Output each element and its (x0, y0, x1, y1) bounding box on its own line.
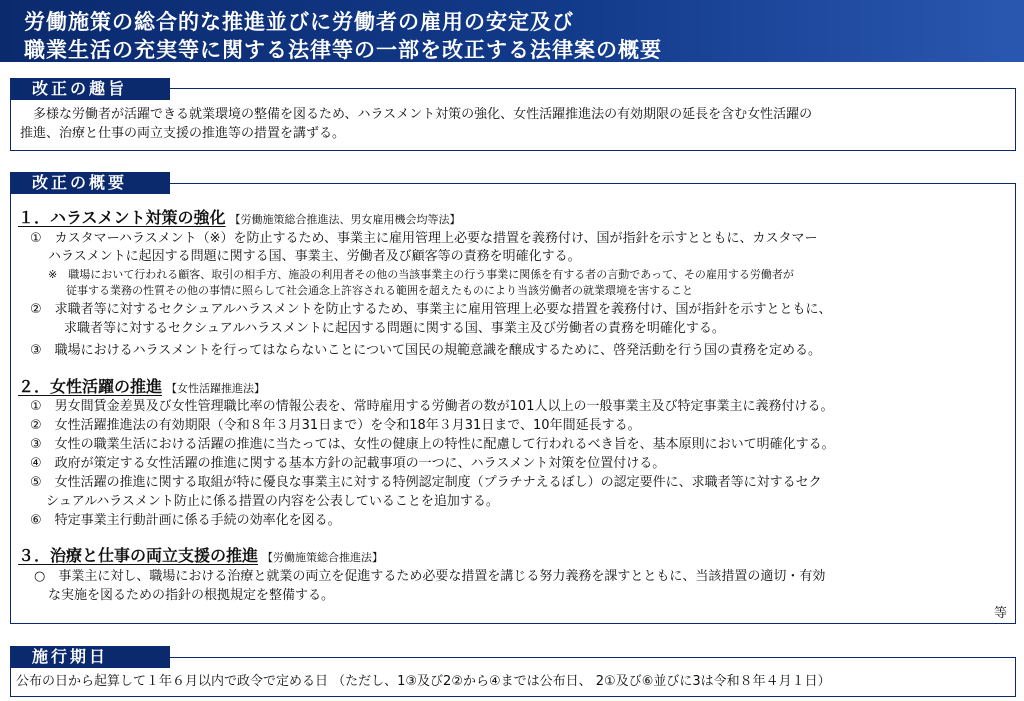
s2-item5-line1: ⑤ 女性活躍の推進に関する取組が特に優良な事業主に対する特例認定制度（プラチナえるぼし）の認定要件に、求職者等に対するセク (30, 475, 822, 490)
s2-item3: ③ 女性の職業生活における活躍の推進に当たっては、女性の健康上の特性に配慮して行われるべき旨を、基本原則において明確化する。 (30, 437, 835, 452)
effective-text: 公布の日から起算して１年６月以内で政令で定める日 （ただし、1③及び2②から④までは公布日、 2①及び⑥並びに3は令和８年４月１日） (16, 674, 831, 689)
section1-title-text: １．ハラスメント対策の強化 (18, 208, 226, 227)
s1-note-line2: 従事する業務の性質その他の事情に照らして社会通念上許容される範囲を超えたものにより当該労働者の就業環境を害すること (66, 284, 693, 297)
section3-title-text: ３．治療と仕事の両立支援の推進 (18, 546, 259, 565)
s3-item1-line1: ○ 事業主に対し、職場における治療と就業の両立を促進するため必要な措置を講じる努力義務を課すとともに、当該措置の適切・有効 (34, 569, 826, 584)
s3-item1-line2: な実施を図るための指針の根拠規定を整備する。 (48, 588, 335, 603)
section1-title (18, 205, 461, 228)
s2-item1: ① 男女間賃金差異及び女性管理職比率の情報公表を、常時雇用する労働者の数が101人以上の一般事業主及び特定事業主に義務付ける。 (30, 399, 834, 414)
s1-item1-line2: ハラスメントに起因する問題に関する国、事業主、労働者及び顧客等の責務を明確化する。 (48, 249, 581, 264)
s1-item3: ③ 職場におけるハラスメントを行ってはならないことについて国民の規範意識を醸成するために、啓発活動を行う国の責務を定める。 (30, 343, 822, 358)
title-banner (0, 0, 1024, 62)
section2-title (18, 374, 265, 397)
s2-item2: ② 女性活躍推進法の有効期限（令和８年３月31日まで）を令和18年３月31日まで、10年間延長する。 (30, 418, 641, 433)
overview-etc: 等 (994, 606, 1008, 621)
s1-item1-line1: ① カスタマーハラスメント（※）を防止するため、事業主に雇用管理上必要な措置を義務付け、国が指針を示すとともに、カスタマー (30, 231, 818, 246)
effective-heading: 施行期日 (10, 646, 170, 668)
s2-item6: ⑥ 特定事業主行動計画に係る手続の効率化を図る。 (30, 513, 341, 528)
page-title-line1: 労働施策の総合的な推進並びに労働者の雇用の安定及び (24, 10, 574, 34)
page-title-line2: 職業生活の充実等に関する法律等の一部を改正する法律案の概要 (24, 38, 662, 62)
s2-item5-line2: シュアルハラスメント防止に係る措置の内容を公表していることを追加する。 (46, 494, 499, 509)
s2-item4: ④ 政府が策定する女性活躍の推進に関する基本方針の記載事項の一つに、ハラスメント対策を位置付ける。 (30, 456, 666, 471)
purpose-text-line1: 多様な労働者が活躍できる就業環境の整備を図るため、ハラスメント対策の強化、女性活躍推進法の有効期限の延長を含む女性活躍の (20, 107, 813, 122)
section2-title-text: ２．女性活躍の推進 (18, 377, 163, 396)
section1-law: 【労働施策総合推進法、男女雇用機会均等法】 (229, 213, 461, 226)
purpose-heading: 改正の趣旨 (10, 78, 170, 100)
section2-law: 【女性活躍推進法】 (166, 382, 266, 395)
purpose-text-line2: 推進、治療と仕事の両立支援の推進等の措置を講ずる。 (20, 126, 346, 141)
s1-note-line1: ※ 職場において行われる顧客、取引の相手方、施設の利用者その他の当該事業主の行う事業に関係を有する者の言動であって、その雇用する労働者が (48, 268, 794, 281)
section3-title (18, 543, 383, 566)
s1-item2-line2: 求職者等に対するセクシュアルハラスメントに起因する問題に関する国、事業主及び労働者の責務を明確化する。 (64, 321, 725, 336)
section3-law: 【労働施策総合推進法】 (262, 551, 384, 564)
s1-item2-line1: ② 求職者等に対するセクシュアルハラスメントを防止するため、事業主に雇用管理上必要な措置を義務付け、国が指針を示すとともに、 (30, 302, 832, 317)
overview-heading: 改正の概要 (10, 172, 170, 194)
